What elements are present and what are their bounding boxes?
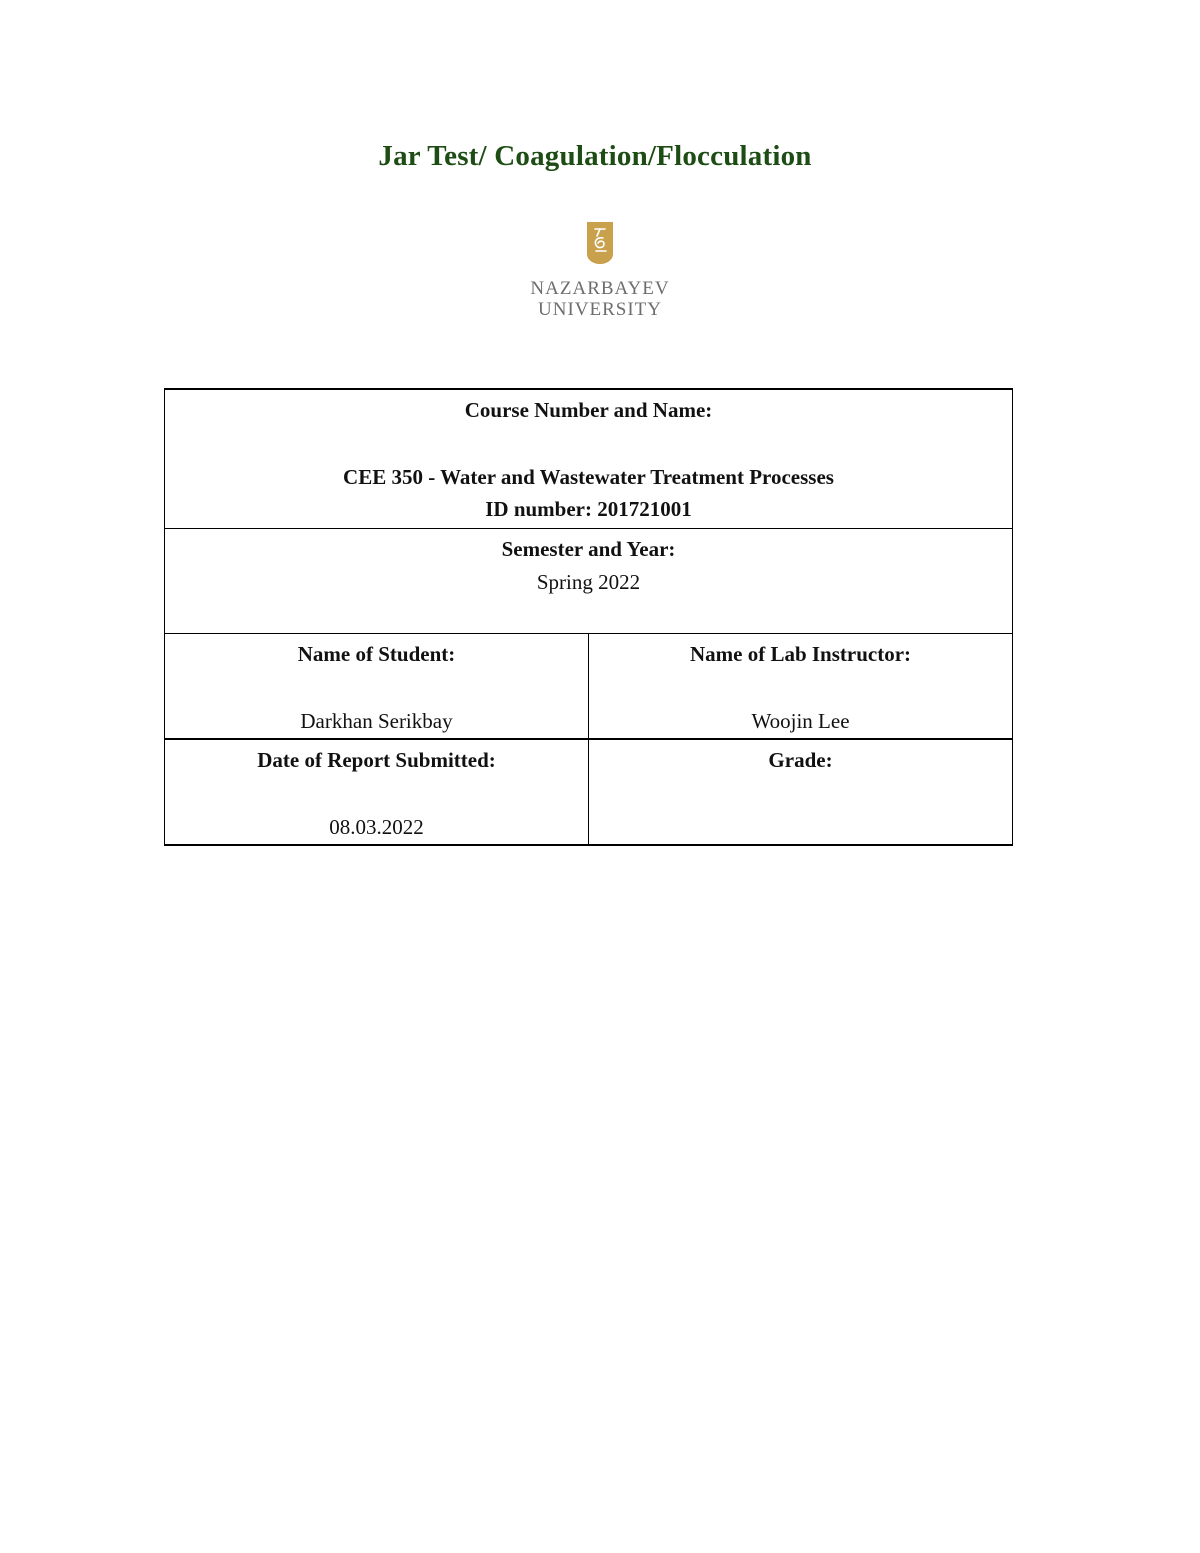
instructor-value: Woojin Lee <box>751 709 850 733</box>
id-number: ID number: 201721001 <box>485 497 692 521</box>
nazarbayev-university-emblem-icon <box>585 220 615 266</box>
date-value: 08.03.2022 <box>329 815 424 839</box>
date-label: Date of Report Submitted: <box>257 748 496 772</box>
student-value: Darkhan Serikbay <box>300 709 453 733</box>
semester-value: Spring 2022 <box>536 570 641 594</box>
page-title: Jar Test/ Coagulation/Flocculation <box>378 140 812 172</box>
logo-wordmark-line2: UNIVERSITY <box>538 299 662 320</box>
semester-label: Semester and Year: <box>501 537 676 561</box>
semester-cell <box>165 529 1013 634</box>
student-label: Name of Student: <box>297 642 456 666</box>
grade-cell <box>589 739 1013 845</box>
university-logo <box>500 220 700 320</box>
course-cell <box>165 389 1013 529</box>
course-value: CEE 350 - Water and Wastewater Treatment Processes <box>343 465 834 489</box>
grade-label: Grade: <box>768 748 833 772</box>
course-label: Course Number and Name: <box>464 398 713 422</box>
instructor-label: Name of Lab Instructor: <box>689 642 912 666</box>
instructor-cell <box>589 634 1013 740</box>
date-cell <box>165 739 589 845</box>
logo-wordmark-line1: NAZARBAYEV <box>530 278 670 299</box>
student-cell <box>165 634 589 740</box>
report-info-table <box>164 388 1013 846</box>
